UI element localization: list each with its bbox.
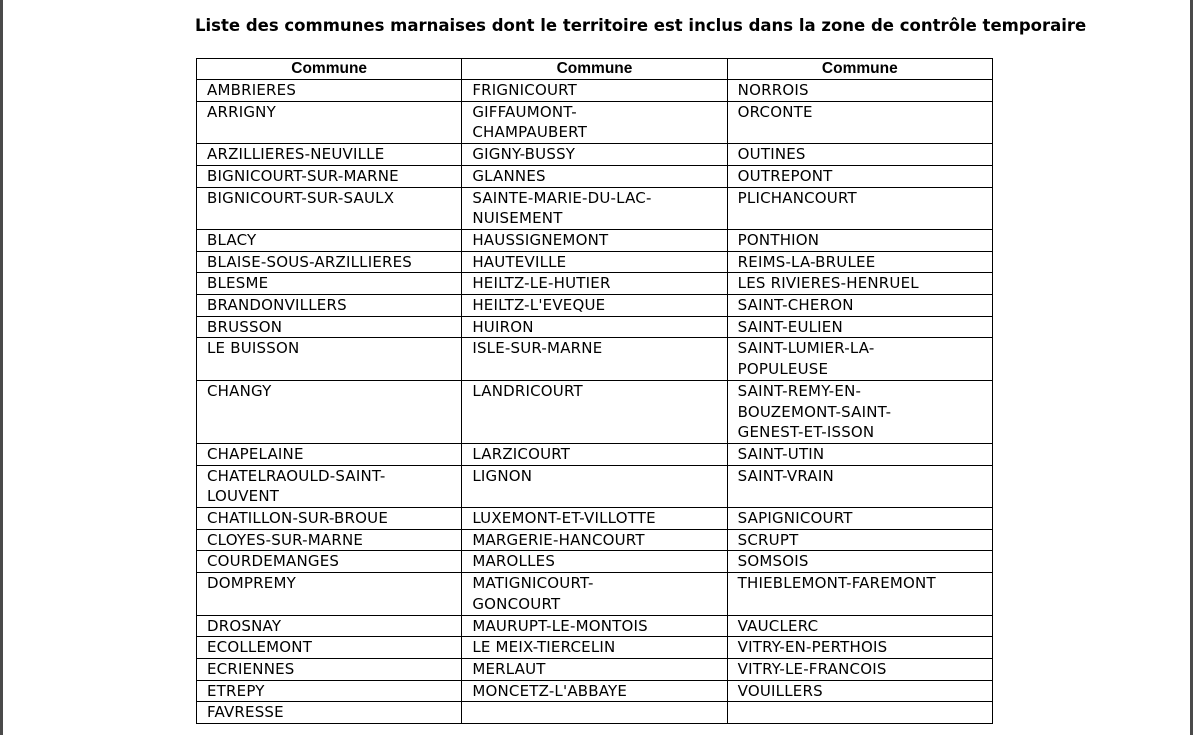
commune-cell: VITRY-EN-PERTHOIS bbox=[727, 637, 992, 659]
commune-cell: BLACY bbox=[197, 229, 462, 251]
commune-cell: ORCONTE bbox=[727, 101, 992, 143]
table-row bbox=[197, 658, 993, 680]
commune-cell: MAROLLES bbox=[462, 551, 727, 573]
commune-cell: MAURUPT-LE-MONTOIS bbox=[462, 615, 727, 637]
commune-cell: HEILTZ-L'EVEQUE bbox=[462, 295, 727, 317]
column-header: Commune bbox=[727, 59, 992, 80]
table-row bbox=[197, 251, 993, 273]
table-row bbox=[197, 508, 993, 530]
commune-cell: ETREPY bbox=[197, 680, 462, 702]
commune-cell: BIGNICOURT-SUR-SAULX bbox=[197, 187, 462, 229]
table-row bbox=[197, 229, 993, 251]
commune-cell: SAINTE-MARIE-DU-LAC- NUISEMENT bbox=[462, 187, 727, 229]
table-row bbox=[197, 295, 993, 317]
commune-cell bbox=[727, 702, 992, 724]
table-row bbox=[197, 80, 993, 102]
left-window-edge bbox=[0, 0, 3, 735]
commune-cell: MONCETZ-L'ABBAYE bbox=[462, 680, 727, 702]
commune-cell: LE MEIX-TIERCELIN bbox=[462, 637, 727, 659]
table-row bbox=[197, 637, 993, 659]
table-row bbox=[197, 380, 993, 443]
table-row bbox=[197, 165, 993, 187]
commune-cell: SAINT-UTIN bbox=[727, 443, 992, 465]
commune-cell: AMBRIERES bbox=[197, 80, 462, 102]
commune-cell: GLANNES bbox=[462, 165, 727, 187]
commune-cell: GIGNY-BUSSY bbox=[462, 144, 727, 166]
commune-cell: MARGERIE-HANCOURT bbox=[462, 529, 727, 551]
table-row bbox=[197, 443, 993, 465]
column-header: Commune bbox=[462, 59, 727, 80]
commune-cell: THIEBLEMONT-FAREMONT bbox=[727, 573, 992, 615]
commune-cell: COURDEMANGES bbox=[197, 551, 462, 573]
table-row bbox=[197, 551, 993, 573]
commune-cell: ARZILLIERES-NEUVILLE bbox=[197, 144, 462, 166]
commune-cell: PLICHANCOURT bbox=[727, 187, 992, 229]
commune-cell: LARZICOURT bbox=[462, 443, 727, 465]
commune-cell: GIFFAUMONT- CHAMPAUBERT bbox=[462, 101, 727, 143]
table-row bbox=[197, 465, 993, 507]
commune-cell: PONTHION bbox=[727, 229, 992, 251]
commune-cell: VAUCLERC bbox=[727, 615, 992, 637]
commune-cell: LE BUISSON bbox=[197, 338, 462, 380]
commune-cell: SAINT-VRAIN bbox=[727, 465, 992, 507]
commune-cell: SCRUPT bbox=[727, 529, 992, 551]
commune-cell: MATIGNICOURT- GONCOURT bbox=[462, 573, 727, 615]
commune-cell: OUTREPONT bbox=[727, 165, 992, 187]
commune-cell: HAUSSIGNEMONT bbox=[462, 229, 727, 251]
commune-cell: OUTINES bbox=[727, 144, 992, 166]
commune-cell: NORROIS bbox=[727, 80, 992, 102]
table-row bbox=[197, 316, 993, 338]
commune-cell: SAINT-EULIEN bbox=[727, 316, 992, 338]
commune-cell: FAVRESSE bbox=[197, 702, 462, 724]
commune-cell: ECOLLEMONT bbox=[197, 637, 462, 659]
commune-cell: LIGNON bbox=[462, 465, 727, 507]
table-row bbox=[197, 187, 993, 229]
commune-cell: SAINT-LUMIER-LA- POPULEUSE bbox=[727, 338, 992, 380]
communes-table bbox=[196, 58, 993, 724]
table-row bbox=[197, 615, 993, 637]
commune-cell: CHATELRAOULD-SAINT- LOUVENT bbox=[197, 465, 462, 507]
commune-cell: BRANDONVILLERS bbox=[197, 295, 462, 317]
commune-cell: ISLE-SUR-MARNE bbox=[462, 338, 727, 380]
table-row bbox=[197, 529, 993, 551]
commune-cell: CLOYES-SUR-MARNE bbox=[197, 529, 462, 551]
commune-cell: MERLAUT bbox=[462, 658, 727, 680]
commune-cell: VITRY-LE-FRANCOIS bbox=[727, 658, 992, 680]
column-header: Commune bbox=[197, 59, 462, 80]
table-row bbox=[197, 338, 993, 380]
commune-cell: BIGNICOURT-SUR-MARNE bbox=[197, 165, 462, 187]
table-row bbox=[197, 144, 993, 166]
commune-cell: BRUSSON bbox=[197, 316, 462, 338]
table-body bbox=[197, 80, 993, 724]
commune-cell: CHATILLON-SUR-BROUE bbox=[197, 508, 462, 530]
commune-cell: HEILTZ-LE-HUTIER bbox=[462, 273, 727, 295]
commune-cell: FRIGNICOURT bbox=[462, 80, 727, 102]
commune-cell: LANDRICOURT bbox=[462, 380, 727, 443]
commune-cell: REIMS-LA-BRULEE bbox=[727, 251, 992, 273]
table-row bbox=[197, 702, 993, 724]
commune-cell bbox=[462, 702, 727, 724]
commune-cell: LUXEMONT-ET-VILLOTTE bbox=[462, 508, 727, 530]
table-header-row bbox=[197, 59, 993, 80]
document-title: Liste des communes marnaises dont le territoire est inclus dans la zone de contrôle temporaire bbox=[195, 16, 1087, 35]
commune-cell: ECRIENNES bbox=[197, 658, 462, 680]
commune-cell: CHAPELAINE bbox=[197, 443, 462, 465]
commune-cell: DROSNAY bbox=[197, 615, 462, 637]
table-row bbox=[197, 101, 993, 143]
commune-cell: DOMPREMY bbox=[197, 573, 462, 615]
commune-cell: VOUILLERS bbox=[727, 680, 992, 702]
commune-cell: ARRIGNY bbox=[197, 101, 462, 143]
table-row bbox=[197, 573, 993, 615]
commune-cell: LES RIVIERES-HENRUEL bbox=[727, 273, 992, 295]
commune-cell: SOMSOIS bbox=[727, 551, 992, 573]
commune-cell: BLAISE-SOUS-ARZILLIERES bbox=[197, 251, 462, 273]
commune-cell: SAPIGNICOURT bbox=[727, 508, 992, 530]
commune-cell: SAINT-REMY-EN- BOUZEMONT-SAINT- GENEST-ET-ISSON bbox=[727, 380, 992, 443]
commune-cell: HUIRON bbox=[462, 316, 727, 338]
commune-cell: HAUTEVILLE bbox=[462, 251, 727, 273]
table-row bbox=[197, 680, 993, 702]
table-row bbox=[197, 273, 993, 295]
commune-cell: BLESME bbox=[197, 273, 462, 295]
commune-cell: CHANGY bbox=[197, 380, 462, 443]
commune-cell: SAINT-CHERON bbox=[727, 295, 992, 317]
